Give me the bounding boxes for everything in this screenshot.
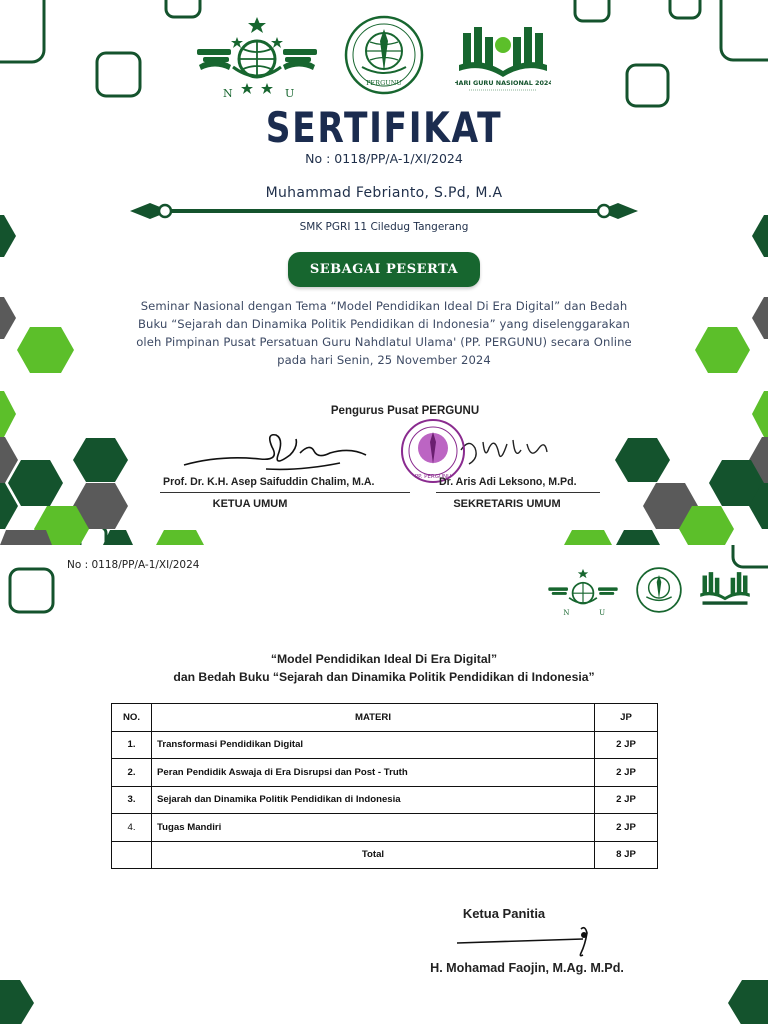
role-badge: SEBAGAI PESERTA [288,252,480,287]
row-materi: Tugas Mandiri [152,814,595,842]
signatory-role-ketua: KETUA UMUM [212,498,288,510]
outline-square-decor [721,0,768,60]
outline-square-decor [0,0,44,62]
outline-square-decor [733,545,768,567]
right-hexagon-cluster [564,215,768,545]
table-row [112,786,658,814]
row-jp: 2 JP [595,786,658,814]
table-row [112,759,658,787]
outline-square-decor [575,0,609,21]
signatory-role-sekretaris: SEKRETARIS UMUM [453,498,561,510]
svg-text:PP. PERGUNU: PP. PERGUNU [414,474,452,480]
signatory-name-sekretaris: Dr. Aris Adi Leksono, M.Pd. [439,476,577,488]
outline-square-decor [627,65,668,106]
table-total-row [112,841,658,869]
pergunu-stamp [400,418,466,484]
outline-square-decor [97,53,140,96]
row-jp: 2 JP [595,731,658,759]
column-header-materi: MATERI [152,704,595,732]
nahdlatul-ulama-logo-small [546,567,620,617]
row-materi: Transformasi Pendidikan Digital [152,731,595,759]
hari-guru-nasional-2024-logo [455,19,551,95]
recipient-name: Muhammad Febrianto, S.Pd, M.A [265,185,503,201]
outline-square-decor [10,569,53,612]
row-number: 1. [112,731,152,759]
table-row [112,731,658,759]
row-jp: 2 JP [595,759,658,787]
svg-text:HARI GURU NASIONAL 2024: HARI GURU NASIONAL 2024 [455,79,551,87]
certificate-title: SERTIFIKAT [265,103,503,152]
nahdlatul-ulama-logo [193,15,321,99]
committee-chair-name: H. Mohamad Faojin, M.Ag. M.Pd. [430,961,624,975]
signature-line [436,492,600,493]
svg-text:U: U [285,87,295,99]
pergunu-logo-small [636,567,682,613]
total-value: 8 JP [595,841,658,869]
signatory-name-ketua: Prof. Dr. K.H. Asep Saifuddin Chalim, M.A. [163,476,375,488]
table-header-row [112,704,658,732]
event-description: Seminar Nasional dengan Tema “Model Pendidikan Ideal Di Era Digital” dan Bedah Buku “Sejarah dan Dinamika Politik Pendidikan di Indonesia” yang diselenggarakan oleh Pimpinan Pusat Persatuan Guru Nahdlatul Ulama' (PP. PERGUNU) secara Online pada hari Senin, 25 November 2024 [136,299,632,367]
name-divider-ornament [130,203,638,219]
row-jp: 2 JP [595,814,658,842]
column-header-no: NO. [112,704,152,732]
svg-text:PERGUNU: PERGUNU [366,79,402,87]
total-empty-cell [112,841,152,869]
signature-ketua-umum [180,425,370,475]
certificate-number-back: No : 0118/PP/A-1/XI/2024 [67,559,200,571]
hari-guru-nasional-logo-small [698,567,752,611]
certificate-number: No : 0118/PP/A-1/XI/2024 [305,151,463,166]
signature-line [160,492,410,493]
row-number: 4. [112,814,152,842]
total-label: Total [152,841,595,869]
svg-text:U: U [599,609,606,617]
row-number: 2. [112,759,152,787]
row-materi: Peran Pendidik Aswaja di Era Disrupsi dan Post - Truth [152,759,595,787]
organizer-label: Pengurus Pusat PERGUNU [330,405,480,417]
recipient-institution: SMK PGRI 11 Ciledug Tangerang [299,221,469,233]
signature-ketua-panitia [455,923,605,959]
row-materi: Sejarah dan Dinamika Politik Pendidikan di Indonesia [152,786,595,814]
svg-text:N: N [223,87,233,99]
row-number: 3. [112,786,152,814]
certificate-page-back [0,545,768,1024]
pergunu-logo [344,15,424,95]
svg-text:N: N [563,609,570,617]
column-header-jp: JP [595,704,658,732]
outline-square-decor [670,0,700,18]
book-review-heading: dan Bedah Buku “Sejarah dan Dinamika Politik Pendidikan di Indonesia” [173,670,595,684]
signature-sekretaris-umum [455,430,565,480]
committee-role: Ketua Panitia [462,906,546,921]
event-theme-heading: “Model Pendidikan Ideal Di Era Digital” [270,652,498,666]
left-hexagon-cluster [0,215,204,545]
table-row [112,814,658,842]
materials-table [111,703,658,869]
